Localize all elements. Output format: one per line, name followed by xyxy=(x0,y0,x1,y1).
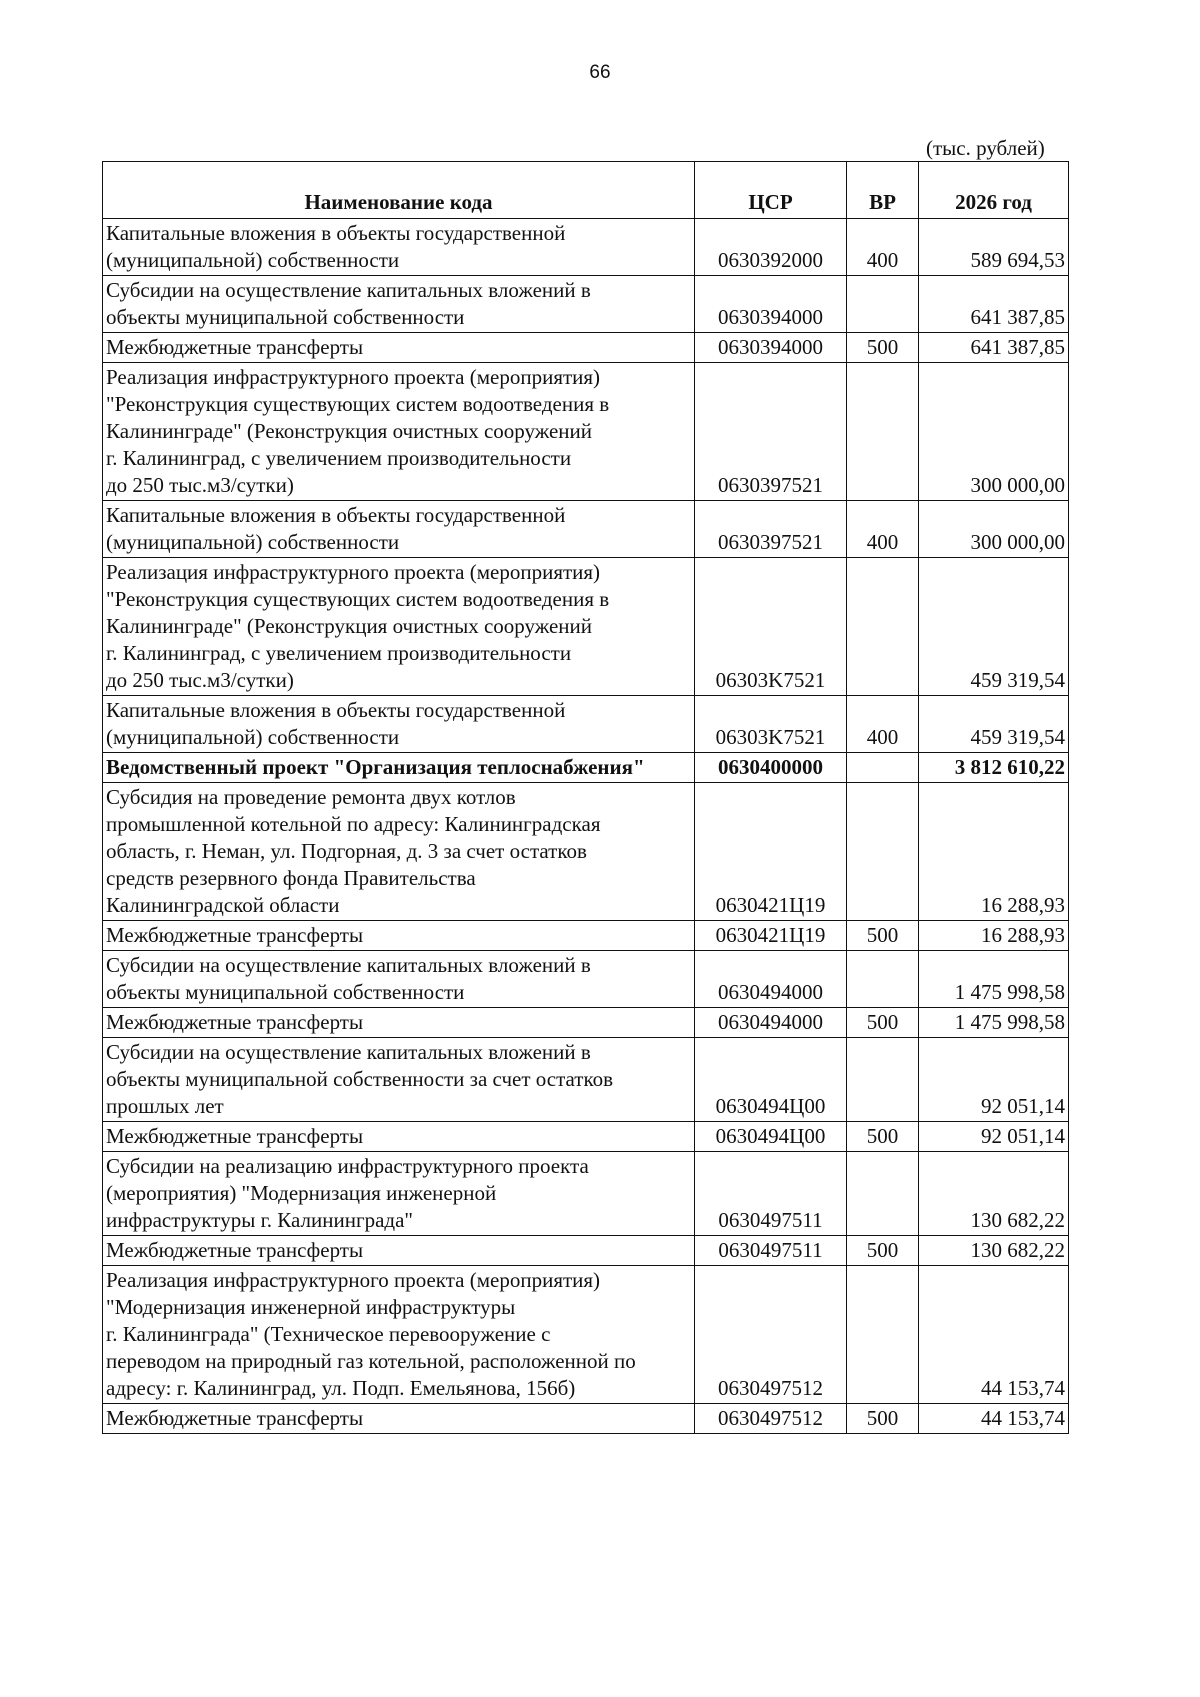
row-code: 0630494Ц00 xyxy=(695,1122,847,1152)
row-vr: 400 xyxy=(847,219,919,276)
row-vr xyxy=(847,363,919,501)
row-amount: 3 812 610,22 xyxy=(919,753,1069,783)
row-code: 06303K7521 xyxy=(695,558,847,696)
row-name: Межбюджетные трансферты xyxy=(103,1008,695,1038)
row-vr xyxy=(847,1038,919,1122)
row-name: Субсидии на осуществление капитальных вложений в объекты муниципальной собственности за счет остатков прошлых лет xyxy=(103,1038,695,1122)
row-vr xyxy=(847,276,919,333)
row-name: Межбюджетные трансферты xyxy=(103,1122,695,1152)
row-amount: 92 051,14 xyxy=(919,1038,1069,1122)
table-row xyxy=(103,1008,1069,1038)
row-amount: 1 475 998,58 xyxy=(919,1008,1069,1038)
row-name: Субсидия на проведение ремонта двух котлов промышленной котельной по адресу: Калининградская область, г. Неман, ул. Подгорная, д. 3 за счет остатков средств резервного фонда Правительства Калининградской области xyxy=(103,783,695,921)
row-name: Реализация инфраструктурного проекта (мероприятия) "Реконструкция существующих систем водоотведения в Калининграде" (Реконструкция очистных сооружений г. Калининград, с увеличением производительности до 250 тыс.м3/сутки) xyxy=(103,558,695,696)
row-name: Субсидии на осуществление капитальных вложений в объекты муниципальной собственности xyxy=(103,276,695,333)
row-code: 0630494000 xyxy=(695,951,847,1008)
budget-table xyxy=(102,161,1069,1434)
row-vr: 500 xyxy=(847,1122,919,1152)
table-row xyxy=(103,219,1069,276)
row-name: Субсидии на реализацию инфраструктурного проекта (мероприятия) "Модернизация инженерной инфраструктуры г. Калининграда" xyxy=(103,1152,695,1236)
header-code: ЦСР xyxy=(695,162,847,219)
row-code: 0630497511 xyxy=(695,1236,847,1266)
table-row xyxy=(103,1038,1069,1122)
row-vr xyxy=(847,783,919,921)
table-row xyxy=(103,1152,1069,1236)
table-row xyxy=(103,1122,1069,1152)
row-vr: 500 xyxy=(847,1404,919,1434)
row-vr: 400 xyxy=(847,696,919,753)
header-name: Наименование кода xyxy=(103,162,695,219)
table-row xyxy=(103,696,1069,753)
table-row xyxy=(103,558,1069,696)
row-vr: 500 xyxy=(847,921,919,951)
row-name: Капитальные вложения в объекты государственной (муниципальной) собственности xyxy=(103,219,695,276)
row-code: 0630397521 xyxy=(695,363,847,501)
row-vr: 400 xyxy=(847,501,919,558)
row-vr: 500 xyxy=(847,1236,919,1266)
row-name: Межбюджетные трансферты xyxy=(103,1236,695,1266)
table-row xyxy=(103,1266,1069,1404)
table-row xyxy=(103,501,1069,558)
row-name: Капитальные вложения в объекты государственной (муниципальной) собственности xyxy=(103,696,695,753)
row-code: 0630394000 xyxy=(695,276,847,333)
row-code: 0630421Ц19 xyxy=(695,921,847,951)
table-row xyxy=(103,333,1069,363)
row-code: 0630421Ц19 xyxy=(695,783,847,921)
row-code: 0630392000 xyxy=(695,219,847,276)
row-amount: 459 319,54 xyxy=(919,558,1069,696)
row-name: Межбюджетные трансферты xyxy=(103,333,695,363)
table-row xyxy=(103,1236,1069,1266)
table-row xyxy=(103,753,1069,783)
row-name: Субсидии на осуществление капитальных вложений в объекты муниципальной собственности xyxy=(103,951,695,1008)
row-name: Межбюджетные трансферты xyxy=(103,1404,695,1434)
row-name: Межбюджетные трансферты xyxy=(103,921,695,951)
row-amount: 130 682,22 xyxy=(919,1152,1069,1236)
row-amount: 44 153,74 xyxy=(919,1266,1069,1404)
row-amount: 641 387,85 xyxy=(919,333,1069,363)
row-code: 0630494Ц00 xyxy=(695,1038,847,1122)
row-amount: 16 288,93 xyxy=(919,783,1069,921)
table-header-row xyxy=(103,162,1069,219)
header-vr: ВР xyxy=(847,162,919,219)
row-amount: 300 000,00 xyxy=(919,363,1069,501)
row-code: 0630494000 xyxy=(695,1008,847,1038)
table-row xyxy=(103,276,1069,333)
page-number: 66 xyxy=(589,62,611,83)
row-name: Реализация инфраструктурного проекта (мероприятия) "Модернизация инженерной инфраструктуры г. Калининграда" (Техническое перевооружение с переводом на природный газ котельной, расположенной по адресу: г. Калининград, ул. Подп. Емельянова, 156б) xyxy=(103,1266,695,1404)
row-amount: 589 694,53 xyxy=(919,219,1069,276)
row-amount: 16 288,93 xyxy=(919,921,1069,951)
row-code: 0630400000 xyxy=(695,753,847,783)
table-row xyxy=(103,921,1069,951)
row-code: 0630497512 xyxy=(695,1266,847,1404)
row-amount: 459 319,54 xyxy=(919,696,1069,753)
row-vr xyxy=(847,1152,919,1236)
table-body xyxy=(103,219,1069,1434)
row-code: 0630394000 xyxy=(695,333,847,363)
header-year: 2026 год xyxy=(919,162,1069,219)
row-vr: 500 xyxy=(847,333,919,363)
row-name: Капитальные вложения в объекты государственной (муниципальной) собственности xyxy=(103,501,695,558)
row-code: 0630497511 xyxy=(695,1152,847,1236)
row-amount: 44 153,74 xyxy=(919,1404,1069,1434)
row-vr xyxy=(847,951,919,1008)
row-amount: 1 475 998,58 xyxy=(919,951,1069,1008)
row-vr xyxy=(847,753,919,783)
row-vr xyxy=(847,1266,919,1404)
table-row xyxy=(103,783,1069,921)
row-name: Ведомственный проект "Организация теплоснабжения" xyxy=(103,753,695,783)
row-vr: 500 xyxy=(847,1008,919,1038)
table-row xyxy=(103,1404,1069,1434)
units-label: (тыс. рублей) xyxy=(926,136,1045,160)
table-row xyxy=(103,951,1069,1008)
row-code: 06303K7521 xyxy=(695,696,847,753)
row-amount: 641 387,85 xyxy=(919,276,1069,333)
row-amount: 92 051,14 xyxy=(919,1122,1069,1152)
row-vr xyxy=(847,558,919,696)
row-name: Реализация инфраструктурного проекта (мероприятия) "Реконструкция существующих систем водоотведения в Калининграде" (Реконструкция очистных сооружений г. Калининград, с увеличением производительности до 250 тыс.м3/сутки) xyxy=(103,363,695,501)
row-code: 0630397521 xyxy=(695,501,847,558)
row-amount: 300 000,00 xyxy=(919,501,1069,558)
table-row xyxy=(103,363,1069,501)
row-code: 0630497512 xyxy=(695,1404,847,1434)
row-amount: 130 682,22 xyxy=(919,1236,1069,1266)
